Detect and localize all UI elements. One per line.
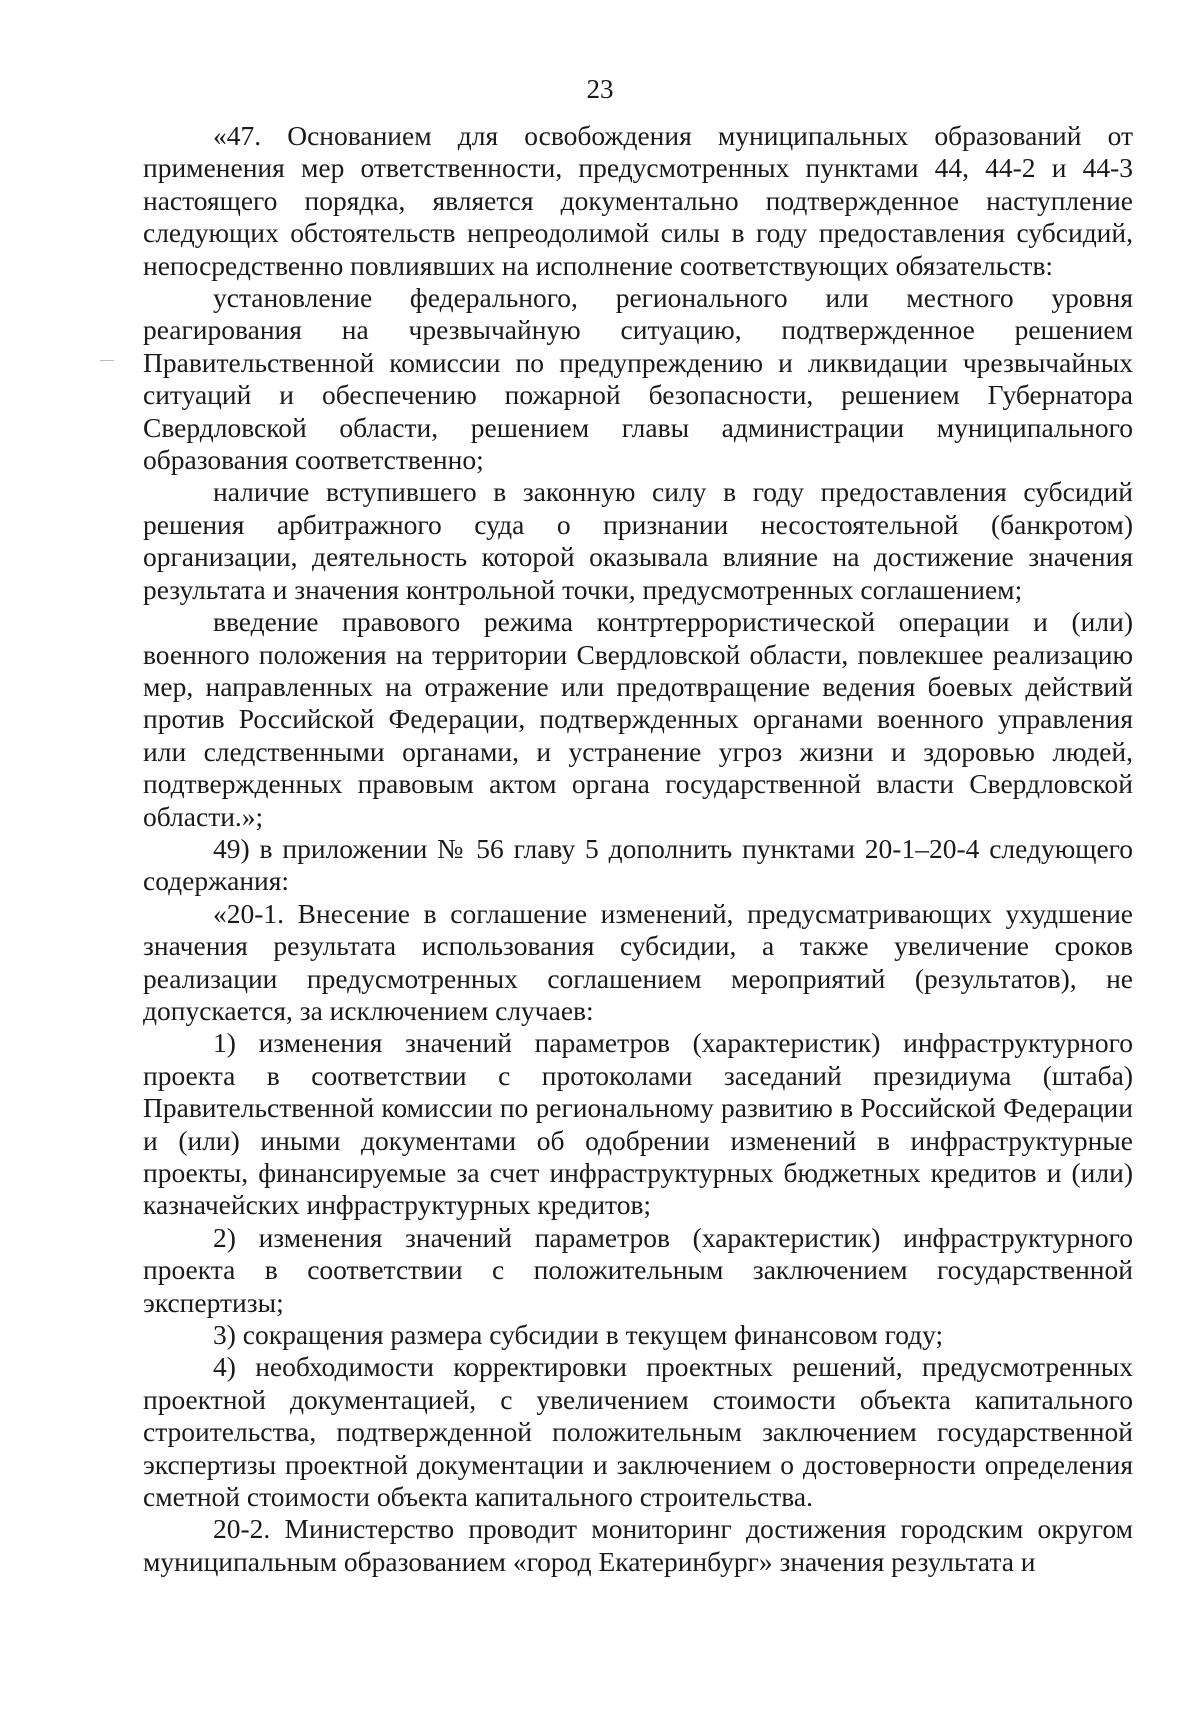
paragraph-emergency-level: установление федерального, регионального или местного уровня реагирования на чрезвычайную ситуацию, подтвержденное решением Правительственной комиссии по предупреждению и ликвидации чрезвычайных ситуаций и обеспечению пожарной безопасности, решением Губернатора Свердловской области, решением главы администрации муниципального образования соответственно; <box>143 282 1133 476</box>
margin-mark <box>100 360 114 361</box>
paragraph-martial-law: введение правового режима контртеррористической операции и (или) военного положения на территории Свердловской области, повлекшее реализацию мер, направленных на отражение или предотвращение ведения боевых действий против Российской Федерации, подтвержденных органами военного управления или следственными органами, и устранение угроз жизни и здоровью людей, подтвержденных правовым актом органа государственной власти Свердловской области.»; <box>143 606 1133 832</box>
document-body <box>143 120 1133 1578</box>
paragraph-49: 49) в приложении № 56 главу 5 дополнить пунктами 20-1–20-4 следующего содержания: <box>143 832 1133 897</box>
paragraph-20-2: 20-2. Министерство проводит мониторинг достижения городским округом муниципальным образованием «город Екатеринбург» значения результата и <box>143 1513 1133 1577</box>
paragraph-item-3: 3) сокращения размера субсидии в текущем финансовом году; <box>213 1319 944 1351</box>
paragraph-item-1: 1) изменения значений параметров (характеристик) инфраструктурного проекта в соответствии с протоколами заседаний президиума (штаба) Правительственной комиссии по региональному развитию в Российской Федерации и (или) иными документами об одобрении изменений в инфраструктурные проекты, финансируемые за счет инфраструктурных бюджетных кредитов и (или) казначейских инфраструктурных кредитов; <box>143 1027 1133 1221</box>
paragraph-20-1: «20-1. Внесение в соглашение изменений, предусматривающих ухудшение значения результата использования субсидии, а также увеличение сроков реализации предусмотренных соглашением мероприятий (результатов), не допускается, за исключением случаев: <box>143 897 1133 1026</box>
paragraph-47: «47. Основанием для освобождения муниципальных образований от применения мер ответственности, предусмотренных пунктами 44, 44-2 и 44-3 настоящего порядка, является документально подтвержденное наступление следующих обстоятельств непреодолимой силы в году предоставления субсидий, непосредственно повлиявших на исполнение соответствующих обязательств: <box>143 120 1133 281</box>
page-number: 23 <box>586 74 614 104</box>
paragraph-arbitration: наличие вступившего в законную силу в году предоставления субсидий решения арбитражного суда о признании несостоятельной (банкротом) организации, деятельность которой оказывала влияние на достижение значения результата и значения контрольной точки, предусмотренных соглашением; <box>143 476 1133 605</box>
paragraph-item-2: 2) изменения значений параметров (характеристик) инфраструктурного проекта в соответствии с положительным заключением государственной экспертизы; <box>143 1221 1133 1318</box>
paragraph-item-4: 4) необходимости корректировки проектных решений, предусмотренных проектной документацией, с увеличением стоимости объекта капитального строительства, подтвержденной положительным заключением государственной экспертизы проектной документации и заключением о достоверности определения сметной стоимости объекта капитального строительства. <box>143 1351 1133 1513</box>
